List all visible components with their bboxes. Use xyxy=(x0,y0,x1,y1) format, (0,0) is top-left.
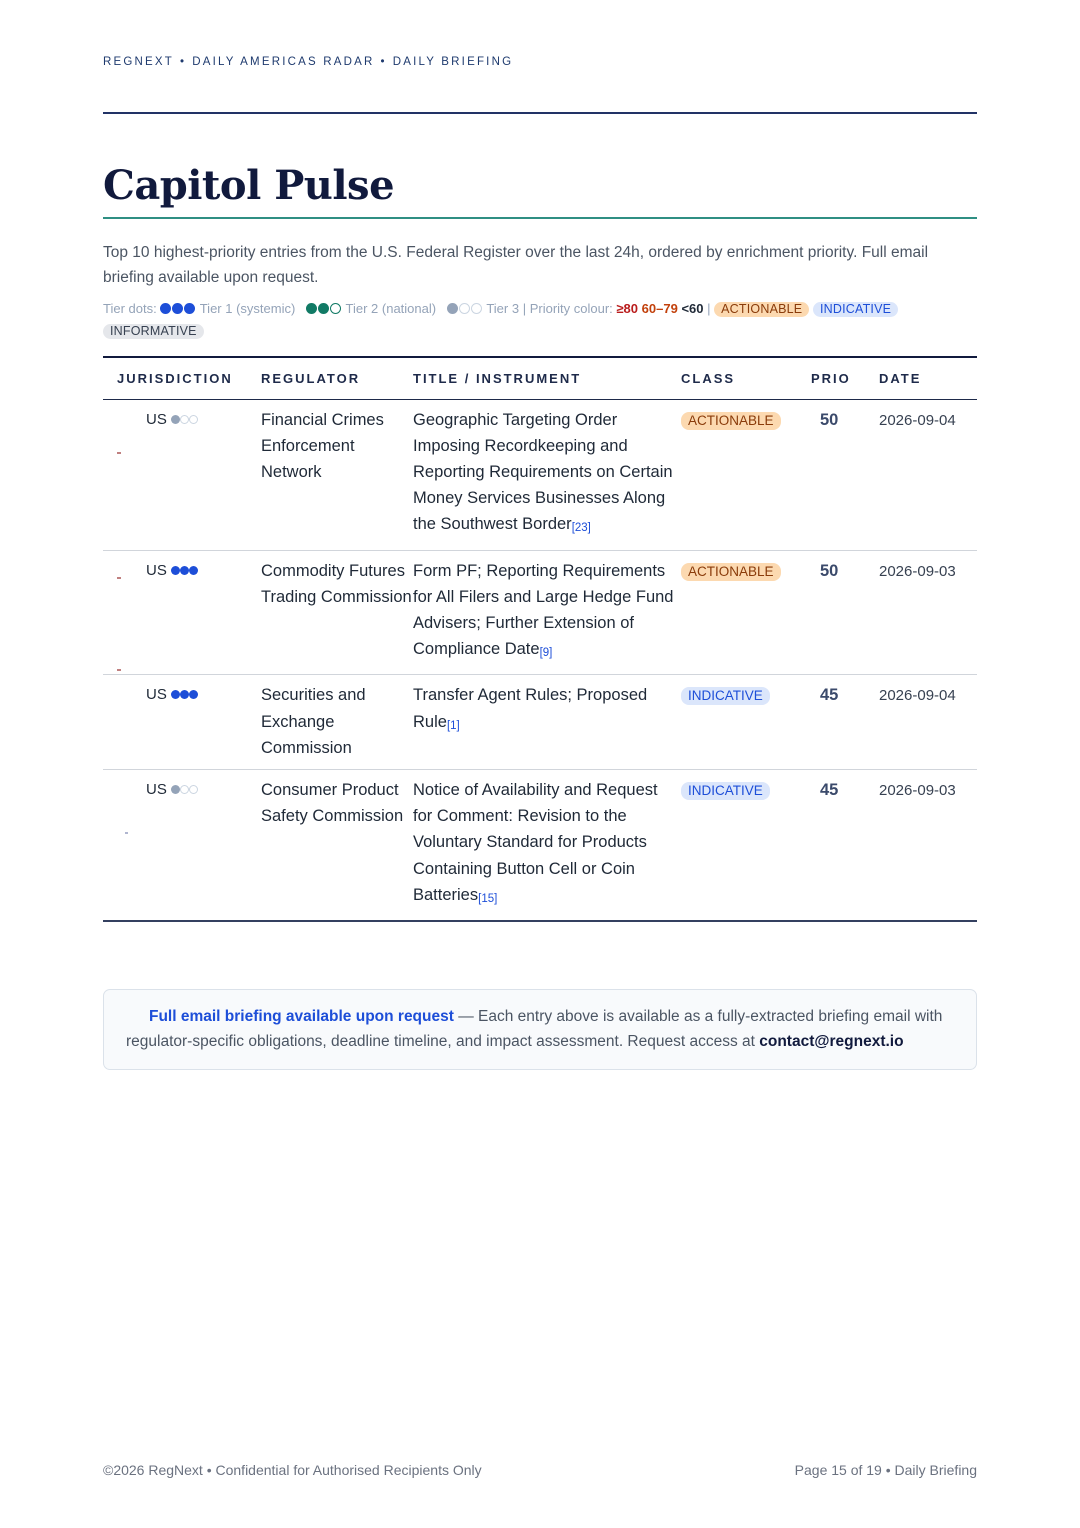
title-cell xyxy=(413,399,681,550)
legend-label: Tier dots: xyxy=(103,301,157,316)
briefing-callout xyxy=(103,989,977,1070)
source-reference-link[interactable]: [1] xyxy=(446,719,460,732)
instrument-title: Notice of Availability and Request for Comment: Revision to the Voluntary Standard for Products Containing Button Cell or Coin Batteries xyxy=(413,780,658,904)
table-row[interactable] xyxy=(103,675,977,770)
source-reference-link[interactable]: [23] xyxy=(571,522,591,535)
class-badge-indicative: INDICATIVE xyxy=(813,302,898,317)
priority-value: 45 xyxy=(820,686,839,705)
jurisdiction-code: US xyxy=(146,561,167,579)
section-name: DAILY BRIEFING xyxy=(392,56,514,68)
source-reference-link[interactable]: [9] xyxy=(539,647,553,660)
regulator-cell: Financial Crimes Enforcement Network xyxy=(261,410,384,481)
column-header-jurisdiction: JURISDICTION xyxy=(103,357,261,399)
jurisdiction-cell xyxy=(117,407,261,433)
jurisdiction-code: US xyxy=(146,410,167,428)
entry-date: 2026-09-04 xyxy=(879,687,956,705)
header-divider xyxy=(103,112,977,114)
jurisdiction-cell xyxy=(117,777,261,803)
tier3-dots-icon xyxy=(447,301,483,316)
class-badge-informative: INFORMATIVE xyxy=(103,324,204,339)
flag-icon xyxy=(117,452,121,454)
tier2-dots-icon xyxy=(306,301,342,316)
header-breadcrumb xyxy=(103,56,513,68)
class-badge: INDICATIVE xyxy=(681,687,770,705)
title-cell xyxy=(413,675,681,770)
table-row[interactable] xyxy=(103,769,977,921)
priority-high: ≥80 xyxy=(616,301,639,316)
regulator-cell: Securities and Exchange Commission xyxy=(261,686,366,757)
legend xyxy=(103,298,977,342)
regulator-cell: Commodity Futures Trading Commission xyxy=(261,561,412,606)
legend-tier2: Tier 2 (national) xyxy=(345,301,437,316)
breadcrumb-separator: • xyxy=(180,56,187,68)
priority-mid: 60–79 xyxy=(641,301,678,316)
breadcrumb-separator: • xyxy=(380,56,387,68)
priority-value: 50 xyxy=(820,410,839,429)
tier1-dots-icon xyxy=(160,301,196,316)
priority-value: 50 xyxy=(820,561,839,580)
callout-lead: Full email briefing available upon request xyxy=(149,1008,454,1025)
briefing-page xyxy=(103,0,977,1528)
contact-email-link[interactable]: contact@regnext.io xyxy=(759,1033,904,1050)
column-header-prio: PRIO xyxy=(811,357,879,399)
legend-tier1: Tier 1 (systemic) xyxy=(199,301,296,316)
instrument-title: Form PF; Reporting Requirements for All Filers and Large Hedge Fund Advisers; Further Extension of Compliance Date xyxy=(413,561,674,659)
source-reference-link[interactable]: [15] xyxy=(478,892,498,905)
intro-text: Top 10 highest-priority entries from the U.S. Federal Register over the last 24h, ordered by enrichment priority. Full email briefing available upon request. xyxy=(103,244,929,286)
legend-tier3: Tier 3 xyxy=(486,301,520,316)
legend-divider: | xyxy=(522,301,527,316)
tier1-dots-icon xyxy=(167,686,198,703)
column-header-date: DATE xyxy=(879,357,977,399)
priority-value: 45 xyxy=(820,780,839,799)
class-badge: INDICATIVE xyxy=(681,782,770,800)
jurisdiction-cell xyxy=(117,682,261,708)
page-title: Capitol Pulse xyxy=(103,162,395,209)
product-name: DAILY AMERICAS RADAR xyxy=(192,56,375,68)
column-header-title: TITLE / INSTRUMENT xyxy=(413,357,681,399)
title-cell xyxy=(413,769,681,921)
table-row[interactable] xyxy=(103,399,977,550)
title-cell xyxy=(413,550,681,675)
column-header-regulator: REGULATOR xyxy=(261,357,413,399)
table-row[interactable] xyxy=(103,550,977,675)
entry-date: 2026-09-03 xyxy=(879,562,956,580)
regulator-cell: Consumer Product Safety Commission xyxy=(261,780,404,826)
class-badge: ACTIONABLE xyxy=(681,563,781,581)
flag-icon xyxy=(117,669,121,671)
jurisdiction-code: US xyxy=(146,686,167,704)
legend-priority-label: Priority colour: xyxy=(529,301,613,316)
column-header-class: CLASS xyxy=(681,357,811,399)
tier3-dots-icon xyxy=(167,411,198,428)
footer-copyright: ©2026 RegNext • Confidential for Authorised Recipients Only xyxy=(103,1462,482,1478)
class-badge: ACTIONABLE xyxy=(681,412,781,430)
brand-name: REGNEXT xyxy=(103,56,174,68)
flag-icon xyxy=(125,832,128,834)
tier3-dots-icon xyxy=(167,781,198,798)
priority-low: <60 xyxy=(681,301,704,316)
footer-page-info: Page 15 of 19 • Daily Briefing xyxy=(794,1462,977,1478)
callout-body: — Each entry above is available as a fully-extracted briefing email with regulator-specific obligations, deadline timeline, and impact assessment. Request access at xyxy=(126,1008,943,1050)
legend-divider: | xyxy=(707,301,711,316)
title-divider xyxy=(103,217,977,219)
instrument-title: Transfer Agent Rules; Proposed Rule xyxy=(413,686,648,731)
entry-date: 2026-09-04 xyxy=(879,411,956,429)
jurisdiction-cell xyxy=(117,558,261,584)
entries-table xyxy=(103,356,977,922)
instrument-title: Geographic Targeting Order Imposing Recordkeeping and Reporting Requirements on Certain Money Services Businesses Along the Southwest Border xyxy=(413,410,673,534)
tier1-dots-icon xyxy=(167,562,198,579)
flag-icon xyxy=(117,577,121,579)
entry-date: 2026-09-03 xyxy=(879,781,956,799)
jurisdiction-code: US xyxy=(146,780,167,798)
table-header-row xyxy=(103,357,977,399)
class-badge-actionable: ACTIONABLE xyxy=(714,302,809,317)
